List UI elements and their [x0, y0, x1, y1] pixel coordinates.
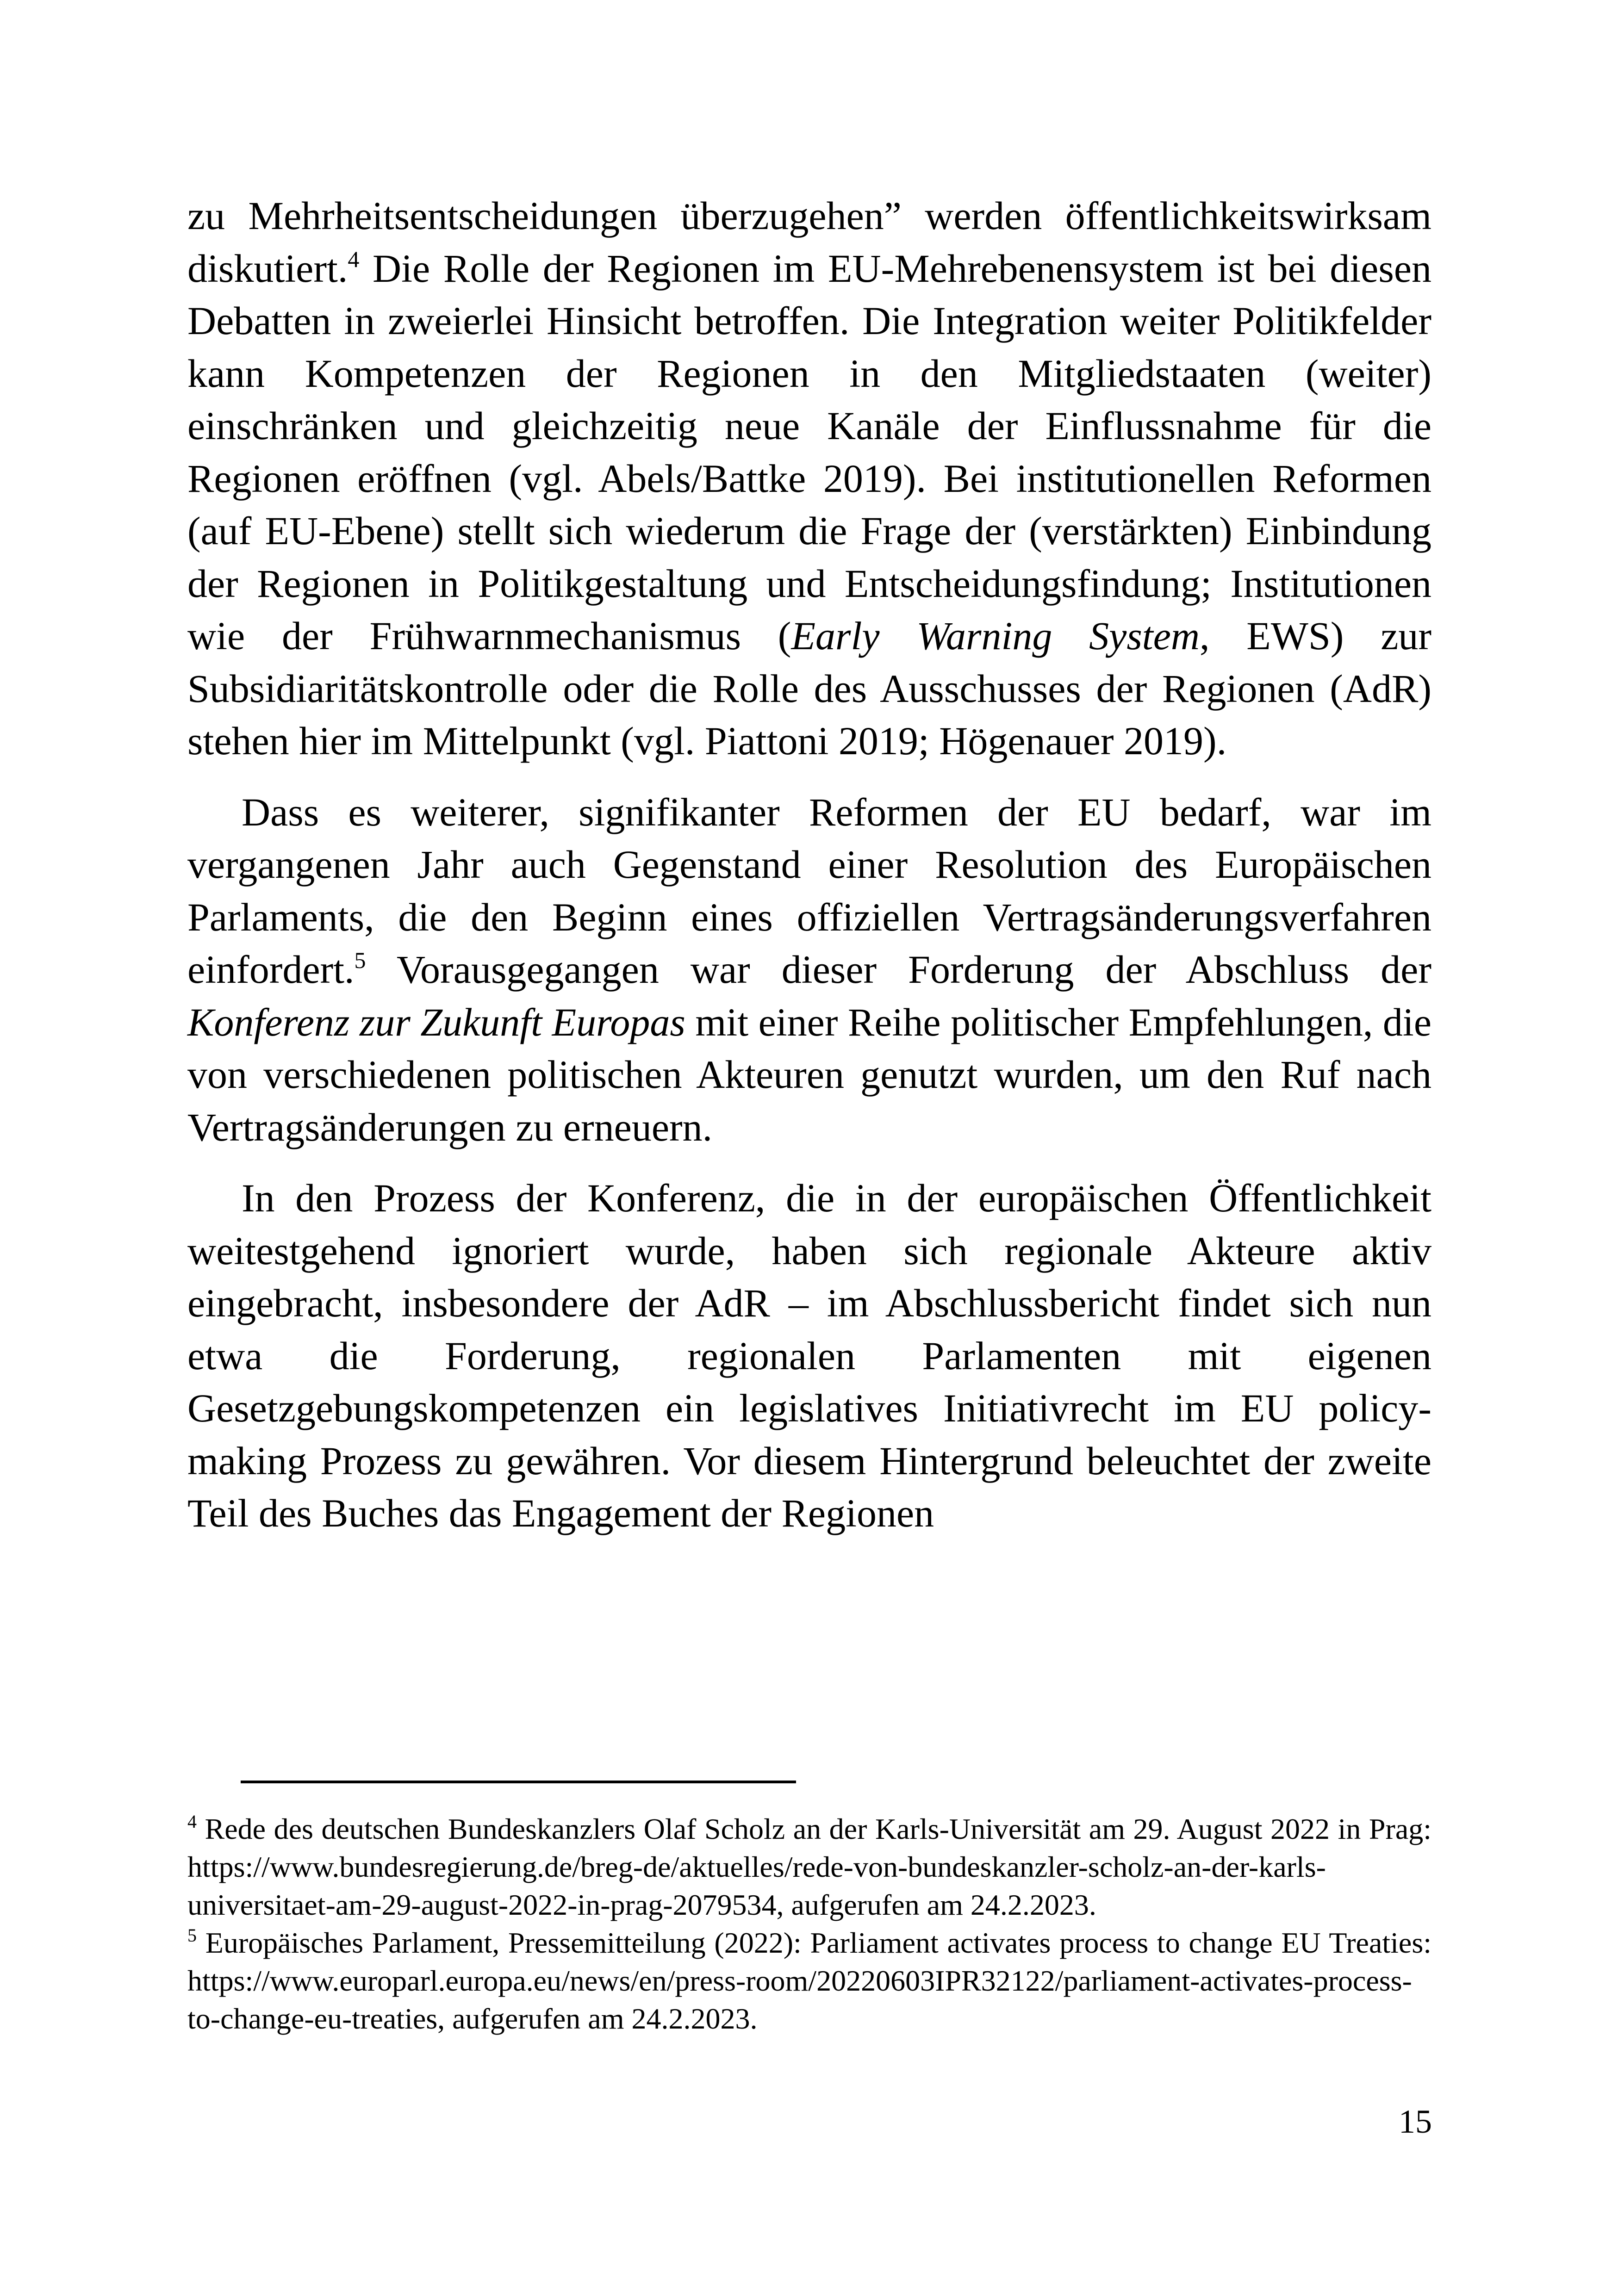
italic-term-konferenz: Konferenz zur Zukunft Europas [187, 999, 685, 1044]
paragraph-text: , EWS) zur Subsidiaritätskontrolle oder die Rolle des Ausschusses der Regionen (AdR) stehen hier im Mittelpunkt (vgl. Piattoni 2019; Högenauer 2019). [187, 614, 1432, 763]
paragraph-text: zu Mehrheitsentscheidungen überzugehen” werden öffentlichkeitswirksam diskutiert. [187, 193, 1431, 291]
paragraph-text: Vorausgegangen war dieser Forderung der Abschluss der [366, 947, 1431, 992]
paragraph-3 [187, 1172, 1431, 1540]
footnote-reference-4[interactable]: 4 [348, 246, 360, 272]
footnote-text: Europäisches Parlament, Pressemitteilung (2022): Parliament activates process to change EU Treaties: https://www.europarl.europa.eu/news/en/press-room/20220603IPR32122/parliament-activates-process-to-change-eu-treaties, aufgerufen am 24.2.2023. [187, 1926, 1431, 2035]
footnote-5 [187, 1924, 1431, 2038]
footnote-text: Rede des deutschen Bundeskanzlers Olaf Scholz an der Karls-Universität am 29. August 2022 in Prag: https://www.bundesregierung.de/breg-de/aktuelles/rede-von-bundeskanzler-scholz-an-der-karls-universitaet-am-29-august-2022-in-prag-2079534, aufgerufen am 24.2.2023. [187, 1812, 1431, 1921]
paragraph-text: Die Rolle der Regionen im EU-Mehrebenensystem ist bei diesen Debatten in zweierlei Hinsicht betroffen. Die Integration weiter Politikfelder kann Kompetenzen der Regionen in den Mitgliedstaaten (weiter) einschränken und gleichzeitig neue Kanäle der Einflussnahme für die Regionen eröffnen (vgl. Abels/Battke 2019). Bei institutionellen Reformen (auf EU-Ebene) stellt sich wiederum die Frage der (verstärkten) Einbindung der Regionen in Politikgestaltung und Entscheidungsfindung; Institutionen wie der Frühwarnmechanismus ( [187, 246, 1431, 658]
main-text [187, 190, 1431, 1540]
paragraph-2 [187, 786, 1431, 1154]
paragraph-text: mit einer Reihe politischer Empfehlungen, die von verschiedenen politischen Akteuren genutzt wurden, um den Ruf nach Vertragsänderungen zu erneuern. [187, 999, 1432, 1149]
footnote-mark: 5 [187, 1925, 197, 1946]
footnote-separator [241, 1781, 796, 1783]
page-number: 15 [1399, 2103, 1432, 2140]
paragraph-text: Dass es weiterer, signifikanter Reformen der EU bedarf, war im vergangenen Jahr auch Gegenstand einer Resolution des Europäischen Parlaments, die den Beginn eines offiziellen Vertragsänderungsverfahren einfordert. [187, 789, 1431, 992]
footnote-reference-5[interactable]: 5 [354, 947, 366, 973]
paragraph-1 [187, 190, 1431, 768]
footnotes [187, 1810, 1431, 2038]
footnote-mark: 4 [187, 1811, 197, 1832]
italic-term-early-warning-system: Early Warning System [791, 614, 1200, 658]
footnote-4 [187, 1810, 1431, 1924]
paragraph-text: In den Prozess der Konferenz, die in der europäischen Öffentlichkeit weitestgehend ignoriert wurde, haben sich regionale Akteure aktiv eingebracht, insbesondere der AdR – im Abschlussbericht findet sich nun etwa die Forderung, regionalen Parlamenten mit eigenen Gesetzgebungskompetenzen ein legislatives Initiativrecht im EU policy-making Prozess zu gewähren. Vor diesem Hintergrund beleuchtet der zweite Teil des Buches das Engagement der Regionen [187, 1176, 1431, 1535]
